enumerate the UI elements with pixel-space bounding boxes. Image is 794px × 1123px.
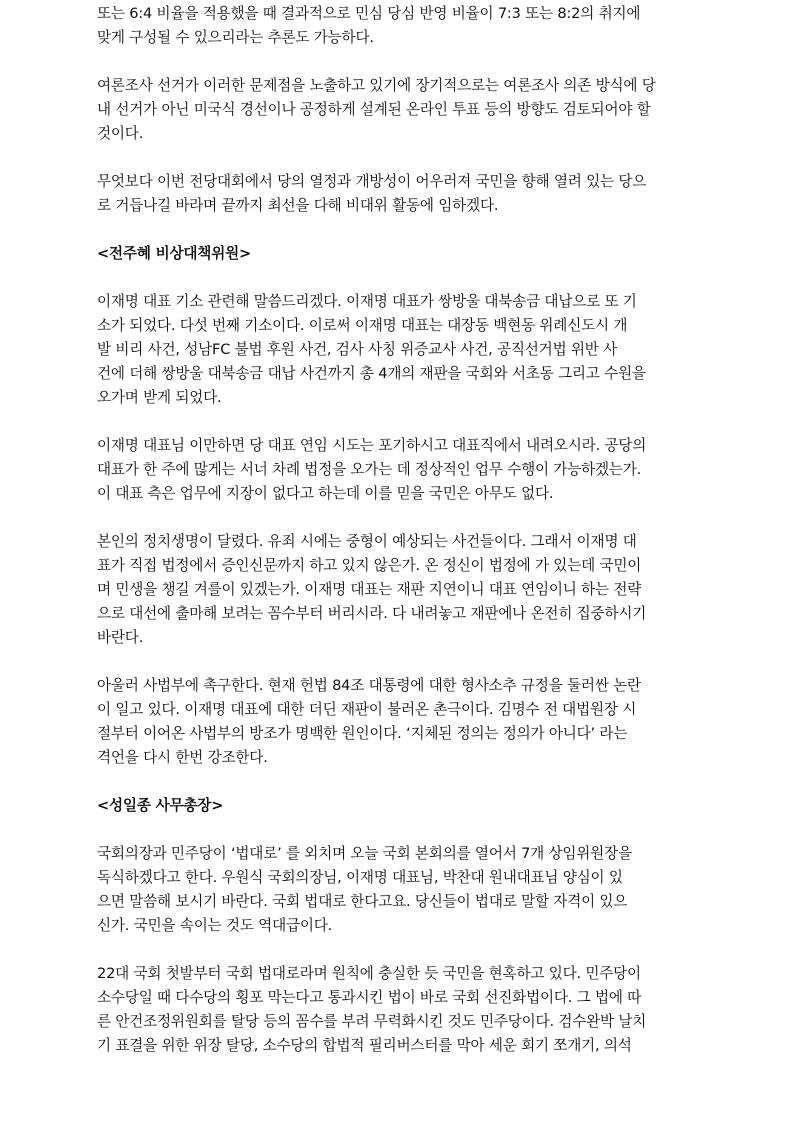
- paragraph: 국회의장과 민주당이 ‘법대로’ 를 외치며 오늘 국회 본회의를 열어서 7개 상임위원장을 독식하겠다고 한다. 우원식 국회의장님, 이재명 대표님, 박찬대 원내대표님 양심이 있 으면 말씀해 보시기 바란다. 국회 법대로 한다고요. 당신들이 법대로 말할 자격이 있으 신가. 국민을 속이는 것도 역대급이다.: [97, 845, 632, 934]
- section-heading: <전주혜 비상대책위원>: [97, 245, 252, 262]
- section-heading: <성일종 사무총장>: [97, 797, 224, 814]
- paragraph: 여론조사 선거가 이러한 문제점을 노출하고 있기에 장기적으로는 여론조사 의존 방식에 당 내 선거가 아닌 미국식 경선이나 공정하게 설계된 온라인 투표 등의 방향도 검토되어야 할 것이다.: [97, 77, 656, 142]
- paragraph: 22대 국회 첫발부터 국회 법대로라며 원칙에 충실한 듯 국민을 현혹하고 있다. 민주당이 소수당일 때 다수당의 횡포 막는다고 통과시킨 법이 바로 국회 선진화법이다. 그 법에 따 른 안건조정위원회를 탈당 등의 꼼수를 부려 무력화시킨 것도 민주당이다. 검수완박 날치 기 표결을 위한 위장 탈당, 소수당의 합법적 필리버스터를 막아 세운 회기 쪼개기, 의석: [97, 965, 647, 1054]
- paragraph: 무엇보다 이번 전당대회에서 당의 열정과 개방성이 어우러져 국민을 향해 열려 있는 당으 로 거듭나길 바라며 끝까지 최선을 다해 비대위 활동에 임하겠다.: [97, 173, 647, 214]
- paragraph: 또는 6:4 비율을 적용했을 때 결과적으로 민심 당심 반영 비율이 7:3 또는 8:2의 취지에 맞게 구성될 수 있으리라는 추론도 가능하다.: [97, 5, 641, 46]
- paragraph: 본인의 정치생명이 달렸다. 유죄 시에는 중형이 예상되는 사건들이다. 그래서 이재명 대 표가 직접 법정에서 증인신문까지 하고 있지 않은가. 온 정신이 법정에 가 있는데 국민이 며 민생을 챙길 겨를이 있겠는가. 이재명 대표는 재판 지연이니 대표 연임이니 하는 전략 으로 대선에 출마해 보려는 꼼수부터 버리시라. 다 내려놓고 재판에나 온전히 집중하시기 바란다.: [97, 533, 647, 646]
- paragraph: 아울러 사법부에 촉구한다. 현재 헌법 84조 대통령에 대한 형사소추 규정을 둘러싼 논란 이 일고 있다. 이재명 대표에 대한 더딘 재판이 불러온 촌극이다. 김명수 전 대법원장 시 절부터 이어온 사법부의 방조가 명백한 원인이다. ‘지체된 정의는 정의가 아니다’ 라는 격언을 다시 한번 강조한다.: [97, 677, 641, 766]
- paragraph: 이재명 대표님 이만하면 당 대표 연임 시도는 포기하시고 대표직에서 내려오시라. 공당의 대표가 한 주에 많게는 서너 차례 법정을 오가는 데 정상적인 업무 수행이 가능하겠는가. 이 대표 측은 업무에 지장이 없다고 하는데 이를 믿을 국민은 아무도 없다.: [97, 437, 647, 502]
- paragraph: 이재명 대표 기소 관련해 말씀드리겠다. 이재명 대표가 쌍방울 대북송금 대납으로 또 기 소가 되었다. 다섯 번째 기소이다. 이로써 이재명 대표는 대장동 백현동 위례신도시 개 발 비리 사건, 성남FC 불법 후원 사건, 검사 사칭 위증교사 사건, 공직선거법 위반 사 건에 더해 쌍방울 대북송금 대납 사건까지 총 4개의 재판을 국회와 서초동 그리고 수원을 오가며 받게 되었다.: [97, 293, 646, 406]
- document-page: [97, 2, 697, 1082]
